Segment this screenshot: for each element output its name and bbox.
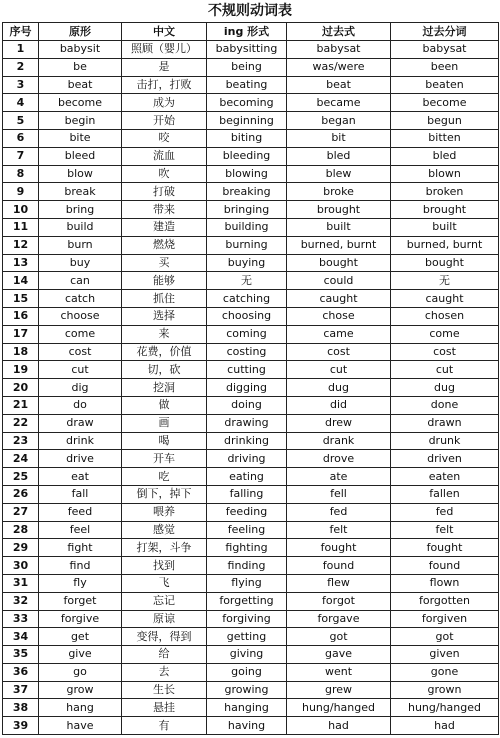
cell-base-form: get bbox=[39, 628, 122, 646]
cell-base-form: bite bbox=[39, 129, 122, 147]
cell-chinese: 找到 bbox=[122, 557, 207, 575]
cell-chinese: 飞 bbox=[122, 574, 207, 592]
table-row bbox=[3, 218, 499, 236]
cell-past-tense: was/were bbox=[287, 58, 391, 76]
cell-ing-form: bleeding bbox=[207, 147, 287, 165]
table-row bbox=[3, 94, 499, 112]
cell-past-tense: bit bbox=[287, 129, 391, 147]
cell-chinese: 生长 bbox=[122, 681, 207, 699]
cell-base-form: burn bbox=[39, 236, 122, 254]
cell-base-form: fly bbox=[39, 574, 122, 592]
table-row bbox=[3, 450, 499, 468]
table-row bbox=[3, 503, 499, 521]
cell-chinese: 吹 bbox=[122, 165, 207, 183]
cell-chinese: 选择 bbox=[122, 307, 207, 325]
cell-past-tense: bled bbox=[287, 147, 391, 165]
cell-base-form: dig bbox=[39, 379, 122, 397]
cell-past-participle: driven bbox=[391, 450, 499, 468]
cell-chinese: 成为 bbox=[122, 94, 207, 112]
cell-past-tense: drew bbox=[287, 414, 391, 432]
table-row bbox=[3, 663, 499, 681]
cell-chinese: 带来 bbox=[122, 201, 207, 219]
cell-chinese: 原谅 bbox=[122, 610, 207, 628]
cell-past-tense: had bbox=[287, 717, 391, 735]
cell-base-form: buy bbox=[39, 254, 122, 272]
cell-past-participle: beaten bbox=[391, 76, 499, 94]
table-body bbox=[3, 41, 499, 735]
cell-number: 2 bbox=[3, 58, 39, 76]
cell-number: 16 bbox=[3, 307, 39, 325]
cell-base-form: draw bbox=[39, 414, 122, 432]
table-row bbox=[3, 290, 499, 308]
table-row bbox=[3, 539, 499, 557]
cell-number: 12 bbox=[3, 236, 39, 254]
cell-chinese: 买 bbox=[122, 254, 207, 272]
table-row bbox=[3, 147, 499, 165]
cell-ing-form: feeling bbox=[207, 521, 287, 539]
cell-ing-form: giving bbox=[207, 646, 287, 664]
cell-past-participle: 无 bbox=[391, 272, 499, 290]
cell-ing-form: becoming bbox=[207, 94, 287, 112]
cell-past-participle: cut bbox=[391, 361, 499, 379]
cell-base-form: choose bbox=[39, 307, 122, 325]
cell-past-tense: could bbox=[287, 272, 391, 290]
header-number: 序号 bbox=[3, 23, 39, 41]
cell-number: 28 bbox=[3, 521, 39, 539]
cell-number: 4 bbox=[3, 94, 39, 112]
table-row bbox=[3, 236, 499, 254]
cell-past-participle: cost bbox=[391, 343, 499, 361]
cell-past-tense: drank bbox=[287, 432, 391, 450]
cell-past-tense: gave bbox=[287, 646, 391, 664]
cell-ing-form: being bbox=[207, 58, 287, 76]
cell-number: 1 bbox=[3, 41, 39, 59]
cell-chinese: 抓住 bbox=[122, 290, 207, 308]
cell-number: 34 bbox=[3, 628, 39, 646]
cell-chinese: 吃 bbox=[122, 468, 207, 486]
cell-past-participle: become bbox=[391, 94, 499, 112]
cell-past-tense: grew bbox=[287, 681, 391, 699]
cell-number: 3 bbox=[3, 76, 39, 94]
table-row bbox=[3, 379, 499, 397]
cell-chinese: 喝 bbox=[122, 432, 207, 450]
cell-ing-form: babysitting bbox=[207, 41, 287, 59]
cell-base-form: bring bbox=[39, 201, 122, 219]
table-row bbox=[3, 432, 499, 450]
cell-base-form: hang bbox=[39, 699, 122, 717]
cell-number: 8 bbox=[3, 165, 39, 183]
cell-ing-form: costing bbox=[207, 343, 287, 361]
cell-ing-form: drinking bbox=[207, 432, 287, 450]
cell-ing-form: falling bbox=[207, 485, 287, 503]
cell-chinese: 能够 bbox=[122, 272, 207, 290]
cell-past-tense: fought bbox=[287, 539, 391, 557]
cell-chinese: 咬 bbox=[122, 129, 207, 147]
cell-number: 35 bbox=[3, 646, 39, 664]
table-row bbox=[3, 681, 499, 699]
table-row bbox=[3, 628, 499, 646]
cell-past-tense: broke bbox=[287, 183, 391, 201]
cell-past-participle: gone bbox=[391, 663, 499, 681]
cell-past-tense: went bbox=[287, 663, 391, 681]
cell-base-form: come bbox=[39, 325, 122, 343]
cell-number: 6 bbox=[3, 129, 39, 147]
cell-base-form: find bbox=[39, 557, 122, 575]
cell-past-participle: fought bbox=[391, 539, 499, 557]
cell-chinese: 击打，打败 bbox=[122, 76, 207, 94]
cell-number: 9 bbox=[3, 183, 39, 201]
cell-ing-form: coming bbox=[207, 325, 287, 343]
cell-base-form: be bbox=[39, 58, 122, 76]
table-row bbox=[3, 592, 499, 610]
cell-base-form: do bbox=[39, 396, 122, 414]
cell-chinese: 打破 bbox=[122, 183, 207, 201]
cell-past-tense: cost bbox=[287, 343, 391, 361]
cell-base-form: cost bbox=[39, 343, 122, 361]
cell-number: 10 bbox=[3, 201, 39, 219]
cell-number: 5 bbox=[3, 112, 39, 130]
table-row bbox=[3, 557, 499, 575]
cell-number: 39 bbox=[3, 717, 39, 735]
cell-chinese: 倒下，掉下 bbox=[122, 485, 207, 503]
cell-ing-form: getting bbox=[207, 628, 287, 646]
table-row bbox=[3, 396, 499, 414]
cell-past-participle: blown bbox=[391, 165, 499, 183]
cell-ing-form: growing bbox=[207, 681, 287, 699]
cell-chinese: 是 bbox=[122, 58, 207, 76]
cell-ing-form: hanging bbox=[207, 699, 287, 717]
cell-ing-form: burning bbox=[207, 236, 287, 254]
header-past-participle: 过去分词 bbox=[391, 23, 499, 41]
cell-base-form: begin bbox=[39, 112, 122, 130]
cell-past-tense: fed bbox=[287, 503, 391, 521]
table-row bbox=[3, 129, 499, 147]
cell-past-tense: did bbox=[287, 396, 391, 414]
cell-past-participle: been bbox=[391, 58, 499, 76]
cell-past-participle: dug bbox=[391, 379, 499, 397]
table-row bbox=[3, 112, 499, 130]
cell-past-participle: babysat bbox=[391, 41, 499, 59]
cell-ing-form: forgetting bbox=[207, 592, 287, 610]
table-row bbox=[3, 325, 499, 343]
table-row bbox=[3, 468, 499, 486]
cell-chinese: 给 bbox=[122, 646, 207, 664]
cell-base-form: have bbox=[39, 717, 122, 735]
cell-past-participle: had bbox=[391, 717, 499, 735]
cell-base-form: give bbox=[39, 646, 122, 664]
cell-number: 32 bbox=[3, 592, 39, 610]
cell-ing-form: bringing bbox=[207, 201, 287, 219]
cell-ing-form: going bbox=[207, 663, 287, 681]
cell-chinese: 做 bbox=[122, 396, 207, 414]
cell-base-form: grow bbox=[39, 681, 122, 699]
cell-chinese: 喂养 bbox=[122, 503, 207, 521]
table-row bbox=[3, 361, 499, 379]
header-ing-form: ing 形式 bbox=[207, 23, 287, 41]
cell-ing-form: flying bbox=[207, 574, 287, 592]
cell-ing-form: building bbox=[207, 218, 287, 236]
cell-ing-form: choosing bbox=[207, 307, 287, 325]
cell-number: 19 bbox=[3, 361, 39, 379]
cell-ing-form: buying bbox=[207, 254, 287, 272]
cell-past-participle: begun bbox=[391, 112, 499, 130]
header-past-tense: 过去式 bbox=[287, 23, 391, 41]
cell-past-participle: eaten bbox=[391, 468, 499, 486]
cell-chinese: 燃烧 bbox=[122, 236, 207, 254]
cell-past-participle: done bbox=[391, 396, 499, 414]
cell-ing-form: drawing bbox=[207, 414, 287, 432]
header-chinese: 中文 bbox=[122, 23, 207, 41]
table-row bbox=[3, 165, 499, 183]
cell-past-tense: bought bbox=[287, 254, 391, 272]
table-row bbox=[3, 183, 499, 201]
cell-past-tense: came bbox=[287, 325, 391, 343]
cell-base-form: drink bbox=[39, 432, 122, 450]
cell-base-form: catch bbox=[39, 290, 122, 308]
table-row bbox=[3, 717, 499, 735]
cell-past-tense: ate bbox=[287, 468, 391, 486]
cell-past-participle: fallen bbox=[391, 485, 499, 503]
cell-past-tense: blew bbox=[287, 165, 391, 183]
table-row bbox=[3, 610, 499, 628]
cell-ing-form: feeding bbox=[207, 503, 287, 521]
table-row bbox=[3, 307, 499, 325]
cell-past-participle: burned, burnt bbox=[391, 236, 499, 254]
cell-ing-form: beginning bbox=[207, 112, 287, 130]
cell-chinese: 切，砍 bbox=[122, 361, 207, 379]
cell-base-form: become bbox=[39, 94, 122, 112]
cell-ing-form: 无 bbox=[207, 272, 287, 290]
cell-chinese: 建造 bbox=[122, 218, 207, 236]
cell-past-tense: began bbox=[287, 112, 391, 130]
cell-chinese: 有 bbox=[122, 717, 207, 735]
cell-ing-form: blowing bbox=[207, 165, 287, 183]
cell-ing-form: breaking bbox=[207, 183, 287, 201]
cell-chinese: 感觉 bbox=[122, 521, 207, 539]
cell-past-participle: built bbox=[391, 218, 499, 236]
cell-number: 22 bbox=[3, 414, 39, 432]
cell-ing-form: eating bbox=[207, 468, 287, 486]
cell-chinese: 流血 bbox=[122, 147, 207, 165]
cell-past-participle: drunk bbox=[391, 432, 499, 450]
cell-past-tense: brought bbox=[287, 201, 391, 219]
table-row bbox=[3, 699, 499, 717]
cell-number: 14 bbox=[3, 272, 39, 290]
cell-past-participle: forgiven bbox=[391, 610, 499, 628]
cell-past-tense: dug bbox=[287, 379, 391, 397]
cell-past-tense: drove bbox=[287, 450, 391, 468]
cell-base-form: go bbox=[39, 663, 122, 681]
cell-base-form: cut bbox=[39, 361, 122, 379]
cell-past-tense: beat bbox=[287, 76, 391, 94]
cell-ing-form: catching bbox=[207, 290, 287, 308]
irregular-verb-table bbox=[2, 22, 499, 735]
cell-past-participle: hung/hanged bbox=[391, 699, 499, 717]
cell-base-form: can bbox=[39, 272, 122, 290]
cell-chinese: 悬挂 bbox=[122, 699, 207, 717]
cell-chinese: 挖洞 bbox=[122, 379, 207, 397]
cell-number: 23 bbox=[3, 432, 39, 450]
cell-ing-form: digging bbox=[207, 379, 287, 397]
cell-base-form: build bbox=[39, 218, 122, 236]
cell-ing-form: finding bbox=[207, 557, 287, 575]
cell-past-participle: forgotten bbox=[391, 592, 499, 610]
cell-past-participle: caught bbox=[391, 290, 499, 308]
table-row bbox=[3, 272, 499, 290]
cell-number: 38 bbox=[3, 699, 39, 717]
cell-number: 31 bbox=[3, 574, 39, 592]
cell-base-form: forget bbox=[39, 592, 122, 610]
table-row bbox=[3, 254, 499, 272]
cell-past-participle: chosen bbox=[391, 307, 499, 325]
cell-base-form: beat bbox=[39, 76, 122, 94]
cell-chinese: 开始 bbox=[122, 112, 207, 130]
cell-ing-form: doing bbox=[207, 396, 287, 414]
cell-number: 25 bbox=[3, 468, 39, 486]
cell-chinese: 花费，价值 bbox=[122, 343, 207, 361]
cell-past-participle: bought bbox=[391, 254, 499, 272]
table-row bbox=[3, 76, 499, 94]
header-base-form: 原形 bbox=[39, 23, 122, 41]
table-row bbox=[3, 485, 499, 503]
cell-number: 27 bbox=[3, 503, 39, 521]
cell-chinese: 忘记 bbox=[122, 592, 207, 610]
cell-base-form: fall bbox=[39, 485, 122, 503]
cell-number: 18 bbox=[3, 343, 39, 361]
cell-number: 29 bbox=[3, 539, 39, 557]
cell-chinese: 去 bbox=[122, 663, 207, 681]
cell-past-tense: hung/hanged bbox=[287, 699, 391, 717]
cell-base-form: feed bbox=[39, 503, 122, 521]
cell-past-tense: fell bbox=[287, 485, 391, 503]
cell-past-tense: babysat bbox=[287, 41, 391, 59]
cell-past-participle: broken bbox=[391, 183, 499, 201]
cell-past-tense: burned, burnt bbox=[287, 236, 391, 254]
cell-past-tense: felt bbox=[287, 521, 391, 539]
cell-base-form: feel bbox=[39, 521, 122, 539]
cell-past-participle: grown bbox=[391, 681, 499, 699]
cell-past-participle: fed bbox=[391, 503, 499, 521]
cell-past-tense: cut bbox=[287, 361, 391, 379]
cell-number: 30 bbox=[3, 557, 39, 575]
cell-base-form: fight bbox=[39, 539, 122, 557]
cell-past-participle: given bbox=[391, 646, 499, 664]
cell-base-form: bleed bbox=[39, 147, 122, 165]
cell-past-participle: bitten bbox=[391, 129, 499, 147]
cell-chinese: 来 bbox=[122, 325, 207, 343]
table-row bbox=[3, 521, 499, 539]
cell-number: 11 bbox=[3, 218, 39, 236]
cell-ing-form: beating bbox=[207, 76, 287, 94]
cell-number: 17 bbox=[3, 325, 39, 343]
cell-ing-form: cutting bbox=[207, 361, 287, 379]
cell-past-participle: got bbox=[391, 628, 499, 646]
cell-past-tense: forgot bbox=[287, 592, 391, 610]
cell-past-tense: became bbox=[287, 94, 391, 112]
cell-past-participle: found bbox=[391, 557, 499, 575]
cell-past-tense: caught bbox=[287, 290, 391, 308]
cell-past-tense: got bbox=[287, 628, 391, 646]
cell-chinese: 开车 bbox=[122, 450, 207, 468]
cell-ing-form: having bbox=[207, 717, 287, 735]
cell-number: 20 bbox=[3, 379, 39, 397]
table-row bbox=[3, 41, 499, 59]
cell-ing-form: forgiving bbox=[207, 610, 287, 628]
cell-past-participle: drawn bbox=[391, 414, 499, 432]
cell-chinese: 变得，得到 bbox=[122, 628, 207, 646]
cell-number: 26 bbox=[3, 485, 39, 503]
cell-chinese: 打架，斗争 bbox=[122, 539, 207, 557]
cell-base-form: babysit bbox=[39, 41, 122, 59]
cell-base-form: break bbox=[39, 183, 122, 201]
cell-ing-form: biting bbox=[207, 129, 287, 147]
cell-past-tense: chose bbox=[287, 307, 391, 325]
cell-base-form: eat bbox=[39, 468, 122, 486]
cell-past-participle: flown bbox=[391, 574, 499, 592]
cell-number: 13 bbox=[3, 254, 39, 272]
cell-number: 36 bbox=[3, 663, 39, 681]
cell-chinese: 画 bbox=[122, 414, 207, 432]
cell-past-participle: brought bbox=[391, 201, 499, 219]
cell-past-tense: built bbox=[287, 218, 391, 236]
cell-number: 24 bbox=[3, 450, 39, 468]
cell-base-form: forgive bbox=[39, 610, 122, 628]
table-row bbox=[3, 58, 499, 76]
cell-number: 21 bbox=[3, 396, 39, 414]
cell-number: 7 bbox=[3, 147, 39, 165]
cell-base-form: drive bbox=[39, 450, 122, 468]
cell-base-form: blow bbox=[39, 165, 122, 183]
table-header-row bbox=[3, 23, 499, 41]
cell-ing-form: fighting bbox=[207, 539, 287, 557]
cell-past-tense: flew bbox=[287, 574, 391, 592]
page-title: 不规则动词表 bbox=[208, 3, 292, 19]
table-row bbox=[3, 201, 499, 219]
cell-past-tense: found bbox=[287, 557, 391, 575]
cell-ing-form: driving bbox=[207, 450, 287, 468]
table-row bbox=[3, 414, 499, 432]
cell-past-tense: forgave bbox=[287, 610, 391, 628]
table-row bbox=[3, 646, 499, 664]
cell-past-participle: come bbox=[391, 325, 499, 343]
cell-number: 37 bbox=[3, 681, 39, 699]
cell-past-participle: bled bbox=[391, 147, 499, 165]
table-row bbox=[3, 574, 499, 592]
cell-past-participle: felt bbox=[391, 521, 499, 539]
cell-number: 15 bbox=[3, 290, 39, 308]
cell-chinese: 照顾（婴儿） bbox=[122, 41, 207, 59]
table-row bbox=[3, 343, 499, 361]
cell-number: 33 bbox=[3, 610, 39, 628]
